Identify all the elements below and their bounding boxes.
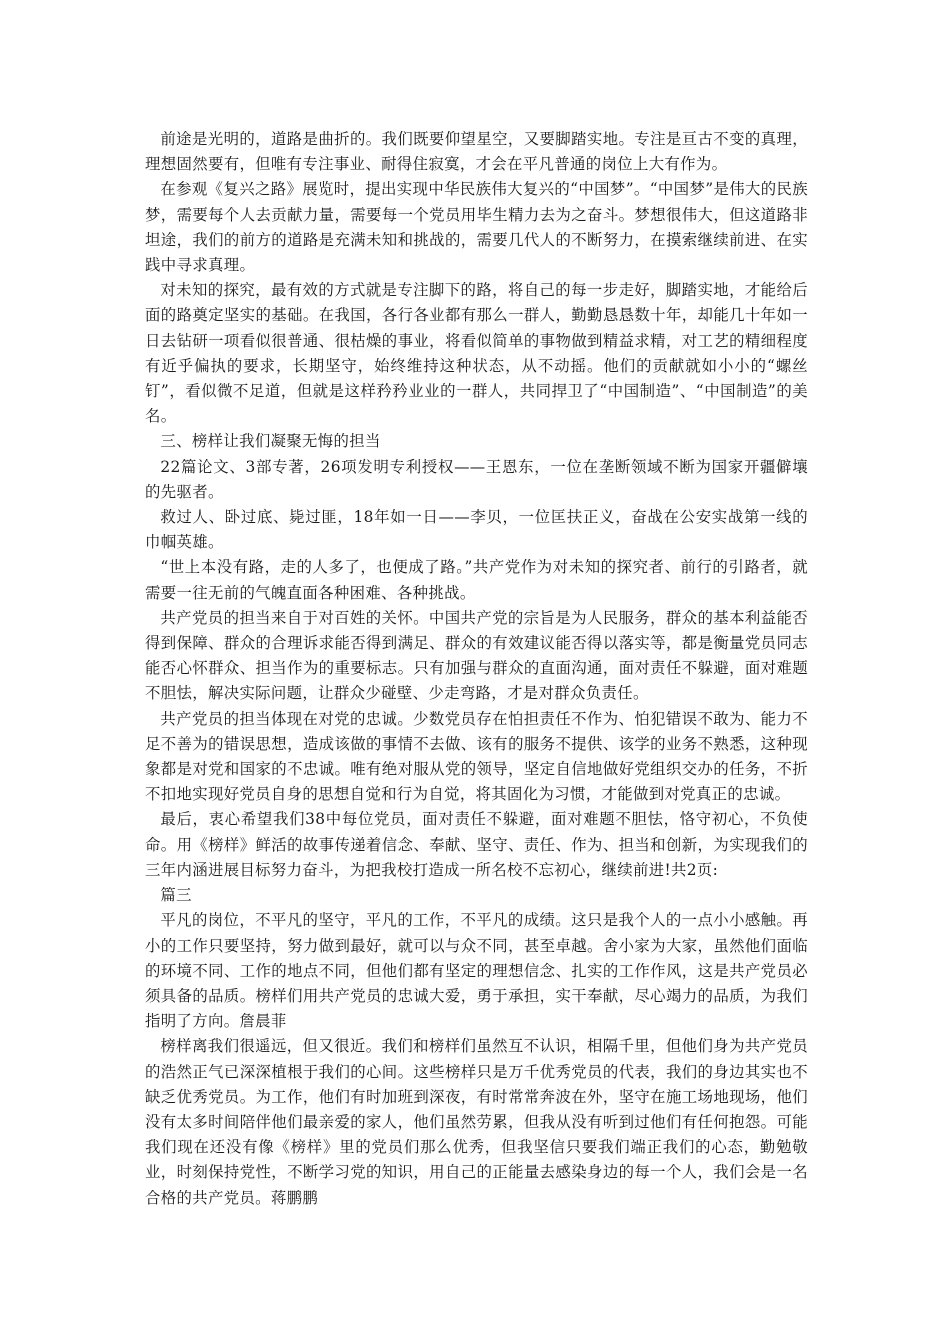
paragraph: 在参观《复兴之路》展览时，提出实现中华民族伟大复兴的“中国梦”。“中国梦”是伟大的民族梦，需要每个人去贡献力量，需要每一个党员用毕生精力去为之奋斗。梦想很伟大，但这道路非坦途，我们的前方的道路是充满未知和挑战的，需要几代人的不断努力，在摸索继续前进、在实践中寻求真理。 (145, 180, 808, 275)
section-heading: 三、榜样让我们凝聚无悔的担当 (160, 432, 381, 451)
paragraph: 共产党员的担当体现在对党的忠诚。少数党员存在怕担责任不作为、怕犯错误不敢为、能力不足不善为的错误思想，造成该做的事情不去做、该有的服务不提供、该学的业务不熟悉，这种现象都是对党和国家的不忠诚。唯有绝对服从党的领导，坚定自信地做好党组织交办的任务，不折不扣地实现好党员自身的思想自觉和行为自觉，将其固化为习惯，才能做到对党真正的忠诚。 (145, 709, 808, 804)
paragraph: 共产党员的担当来自于对百姓的关怀。中国共产党的宗旨是为人民服务，群众的基本利益能否得到保障、群众的合理诉求能否得到满足、群众的有效建议能否得以落实等，都是衡量党员同志能否心怀群众、担当作为的重要标志。只有加强与群众的直面沟通，面对责任不躲避，面对难题不胆怯，解决实际问题，让群众少碰壁、少走弯路，才是对群众负责任。 (145, 608, 808, 703)
paragraph: “世上本没有路，走的人多了，也便成了路。”共产党作为对未知的探究者、前行的引路者，就需要一往无前的气魄直面各种困难、各种挑战。 (145, 558, 808, 602)
paragraph: 对未知的探究，最有效的方式就是专注脚下的路，将自己的每一步走好，脚踏实地，才能给后面的路奠定坚实的基础。在我国，各行各业都有那么一群人，勤勤恳恳数十年，却能几十年如一日去钻研一项看似很普通、很枯燥的事业，将看似简单的事物做到精益求精，对工艺的精细程度有近乎偏执的要求，长期坚守，始终维持这种状态，从不动摇。他们的贡献就如小小的“螺丝钉”，看似微不足道，但就是这样矜矜业业的一群人，共同捍卫了“中国制造”、“中国制造”的美名。 (145, 281, 808, 426)
paragraph: 最后，衷心希望我们38中每位党员，面对责任不躲避，面对难题不胆怯，恪守初心，不负使命。用《榜样》鲜活的故事传递着信念、奉献、坚守、责任、作为、担当和创新，为实现我们的三年内涵进展目标努力奋斗，为把我校打造成一所名校不忘初心，继续前进!共2页: (145, 810, 808, 879)
paragraph: 前途是光明的，道路是曲折的。我们既要仰望星空，又要脚踏实地。专注是亘古不变的真理，理想固然要有，但唯有专注事业、耐得住寂寞，才会在平凡普通的岗位上大有作为。 (145, 130, 808, 174)
section-heading: 篇三 (160, 886, 192, 905)
paragraph: 救过人、卧过底、毙过匪，18年如一日——李贝，一位匡扶正义，奋战在公安实战第一线的巾帼英雄。 (145, 508, 808, 552)
paragraph: 榜样离我们很遥远，但又很近。我们和榜样们虽然互不认识，相隔千里，但他们身为共产党员的浩然正气已深深植根于我们的心间。这些榜样只是万千优秀党员的代表，我们的身边其实也不缺乏优秀党员。为工作，他们有时加班到深夜，有时常常奔波在外，坚守在施工场地现场，他们没有太多时间陪伴他们最亲爱的家人，他们虽然劳累，但我从没有听到过他们有任何抱怨。可能我们现在还没有像《榜样》里的党员们那么优秀，但我坚信只要我们端正我们的心态，勤勉敬业，时刻保持党性，不断学习党的知识，用自己的正能量去感染身边的每一个人，我们会是一名合格的共产党员。蒋鹏鹏 (145, 1037, 808, 1207)
paragraph: 平凡的岗位，不平凡的坚守，平凡的工作，不平凡的成绩。这只是我个人的一点小小感触。再小的工作只要坚持，努力做到最好，就可以与众不同，甚至卓越。舍小家为大家，虽然他们面临的环境不同、工作的地点不同，但他们都有坚定的理想信念、扎实的工作作风，这是共产党员必须具备的品质。榜样们用共产党员的忠诚大爱，勇于承担，实干奉献，尽心竭力的品质，为我们指明了方向。詹晨菲 (145, 911, 808, 1031)
paragraph: 22篇论文、3部专著，26项发明专利授权——王恩东，一位在垄断领域不断为国家开疆僻壤的先驱者。 (145, 457, 808, 501)
